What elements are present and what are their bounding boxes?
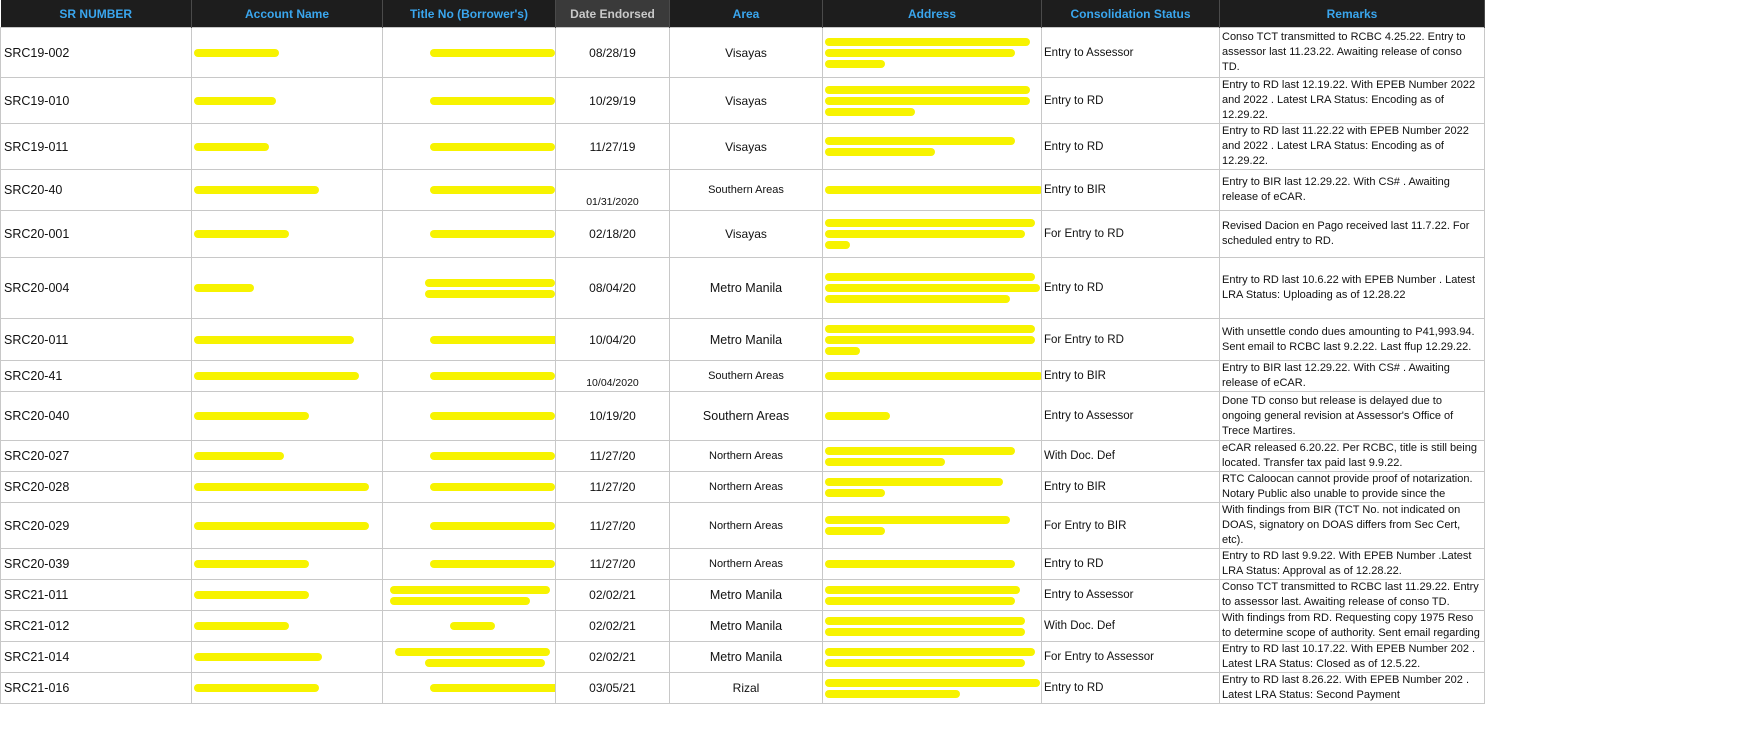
redacted-title-no: [425, 659, 545, 667]
redacted-account-name: [194, 372, 359, 380]
area-cell[interactable]: Southern Areas: [670, 392, 823, 441]
title-no-cell[interactable]: [383, 170, 556, 211]
table-row[interactable]: [1, 503, 1485, 549]
consolidation-status-cell[interactable]: For Entry to BIR: [1042, 503, 1220, 549]
account-name-cell[interactable]: [192, 472, 383, 503]
table-row[interactable]: [1, 580, 1485, 611]
area-cell[interactable]: Visayas: [670, 28, 823, 78]
remarks-cell[interactable]: Revised Dacion en Pago received last 11.7.22. For scheduled entry to RD.: [1220, 211, 1485, 258]
sr-number-cell[interactable]: SRC20-040: [1, 392, 192, 441]
redacted-account-name: [194, 622, 289, 630]
sr-number-cell[interactable]: SRC20-40: [1, 170, 192, 211]
address-cell[interactable]: [823, 472, 1042, 503]
address-cell[interactable]: [823, 503, 1042, 549]
table-header: [1, 0, 1485, 28]
area-cell[interactable]: Northern Areas: [670, 503, 823, 549]
redacted-address: [825, 273, 1035, 281]
date-endorsed-cell[interactable]: 01/31/2020: [556, 170, 670, 211]
date-endorsed-cell[interactable]: 11/27/20: [556, 472, 670, 503]
address-cell[interactable]: [823, 28, 1042, 78]
redacted-title-no: [425, 279, 555, 287]
account-name-cell[interactable]: [192, 549, 383, 580]
date-endorsed-cell[interactable]: 08/04/20: [556, 258, 670, 319]
table-row[interactable]: [1, 361, 1485, 392]
redacted-address: [825, 60, 885, 68]
table-row[interactable]: [1, 642, 1485, 673]
date-endorsed-cell[interactable]: 10/19/20: [556, 392, 670, 441]
remarks-cell[interactable]: eCAR released 6.20.22. Per RCBC, title is still being located. Transfer tax paid last 9.9.22.: [1220, 441, 1485, 472]
area-cell[interactable]: Visayas: [670, 78, 823, 124]
sr-number-cell[interactable]: SRC20-027: [1, 441, 192, 472]
account-name-cell[interactable]: [192, 78, 383, 124]
address-cell[interactable]: [823, 549, 1042, 580]
address-cell[interactable]: [823, 392, 1042, 441]
redacted-account-name: [194, 483, 369, 491]
redacted-title-no: [395, 648, 550, 656]
title-no-cell[interactable]: [383, 392, 556, 441]
table-row[interactable]: [1, 472, 1485, 503]
col-header-date-endorsed[interactable]: Date Endorsed: [556, 0, 670, 28]
redacted-address: [825, 336, 1035, 344]
sr-number-cell[interactable]: SRC20-029: [1, 503, 192, 549]
redacted-title-no: [430, 412, 555, 420]
address-cell[interactable]: [823, 78, 1042, 124]
account-name-cell[interactable]: [192, 441, 383, 472]
redacted-address: [825, 516, 1010, 524]
redacted-account-name: [194, 97, 276, 105]
account-name-cell[interactable]: [192, 211, 383, 258]
consolidation-status-cell[interactable]: Entry to RD: [1042, 549, 1220, 580]
redacted-title-no: [425, 290, 555, 298]
sr-number-cell[interactable]: SRC20-011: [1, 319, 192, 361]
redacted-address: [825, 108, 915, 116]
redacted-title-no: [430, 49, 555, 57]
consolidation-status-cell[interactable]: Entry to RD: [1042, 258, 1220, 319]
address-cell[interactable]: [823, 611, 1042, 642]
remarks-cell[interactable]: With findings from RD. Requesting copy 1975 Reso to determine scope of authority. Sent email regarding: [1220, 611, 1485, 642]
area-cell[interactable]: Northern Areas: [670, 441, 823, 472]
redacted-address: [825, 690, 960, 698]
title-no-cell[interactable]: [383, 211, 556, 258]
redacted-title-no: [430, 97, 555, 105]
table-row[interactable]: [1, 28, 1485, 78]
redacted-address: [825, 347, 860, 355]
redacted-title-no: [430, 336, 556, 344]
consolidation-status-cell[interactable]: Entry to RD: [1042, 124, 1220, 170]
redacted-account-name: [194, 230, 289, 238]
remarks-cell[interactable]: Conso TCT transmitted to RCBC 4.25.22. Entry to assessor last 11.23.22. Awaiting release of conso TD.: [1220, 28, 1485, 78]
col-header-area[interactable]: Area: [670, 0, 823, 28]
area-cell[interactable]: Northern Areas: [670, 472, 823, 503]
area-cell[interactable]: Visayas: [670, 211, 823, 258]
redacted-address: [825, 597, 1015, 605]
consolidation-status-cell[interactable]: Entry to BIR: [1042, 361, 1220, 392]
date-endorsed-cell[interactable]: 11/27/20: [556, 549, 670, 580]
redacted-account-name: [194, 143, 269, 151]
title-no-cell[interactable]: [383, 642, 556, 673]
redacted-title-no: [430, 560, 555, 568]
address-cell[interactable]: [823, 258, 1042, 319]
sr-number-cell[interactable]: SRC20-028: [1, 472, 192, 503]
date-endorsed-cell[interactable]: 10/04/20: [556, 319, 670, 361]
col-header-account-name[interactable]: Account Name: [192, 0, 383, 28]
area-cell[interactable]: Metro Manila: [670, 319, 823, 361]
table-row[interactable]: [1, 78, 1485, 124]
account-name-cell[interactable]: [192, 28, 383, 78]
consolidation-status-cell[interactable]: With Doc. Def: [1042, 441, 1220, 472]
account-name-cell[interactable]: [192, 503, 383, 549]
redacted-address: [825, 489, 885, 497]
redacted-address: [825, 97, 1030, 105]
consolidation-status-cell[interactable]: For Entry to RD: [1042, 319, 1220, 361]
redacted-title-no: [390, 586, 550, 594]
address-cell[interactable]: [823, 361, 1042, 392]
title-no-cell[interactable]: [383, 319, 556, 361]
date-endorsed-cell[interactable]: 11/27/19: [556, 124, 670, 170]
redacted-address: [825, 372, 1042, 380]
redacted-address: [825, 219, 1035, 227]
sr-number-cell[interactable]: SRC20-039: [1, 549, 192, 580]
remarks-cell[interactable]: Entry to RD last 10.6.22 with EPEB Number . Latest LRA Status: Uploading as of 12.28.22: [1220, 258, 1485, 319]
area-cell[interactable]: Visayas: [670, 124, 823, 170]
table-row[interactable]: [1, 549, 1485, 580]
title-no-cell[interactable]: [383, 673, 556, 704]
redacted-title-no: [430, 684, 556, 692]
sr-number-cell[interactable]: SRC21-014: [1, 642, 192, 673]
redacted-account-name: [194, 684, 319, 692]
redacted-address: [825, 241, 850, 249]
remarks-cell[interactable]: Done TD conso but release is delayed due to ongoing general revision at Assessor's Office of Trece Martires.: [1220, 392, 1485, 441]
account-name-cell[interactable]: [192, 642, 383, 673]
sr-number-cell[interactable]: SRC20-001: [1, 211, 192, 258]
sr-number-cell[interactable]: SRC21-012: [1, 611, 192, 642]
date-endorsed-cell[interactable]: 10/29/19: [556, 78, 670, 124]
sr-number-cell[interactable]: SRC20-41: [1, 361, 192, 392]
redacted-account-name: [194, 284, 254, 292]
table-row[interactable]: [1, 170, 1485, 211]
sr-number-cell[interactable]: SRC19-002: [1, 28, 192, 78]
account-name-cell[interactable]: [192, 258, 383, 319]
address-cell[interactable]: [823, 319, 1042, 361]
redacted-address: [825, 284, 1040, 292]
area-cell[interactable]: Rizal: [670, 673, 823, 704]
consolidation-status-cell[interactable]: Entry to BIR: [1042, 472, 1220, 503]
address-cell[interactable]: [823, 211, 1042, 258]
title-no-cell[interactable]: [383, 28, 556, 78]
table-row[interactable]: [1, 258, 1485, 319]
consolidation-status-cell[interactable]: Entry to RD: [1042, 673, 1220, 704]
account-name-cell[interactable]: [192, 580, 383, 611]
address-cell[interactable]: [823, 673, 1042, 704]
table-row[interactable]: [1, 441, 1485, 472]
redacted-address: [825, 49, 1015, 57]
redacted-address: [825, 679, 1040, 687]
redacted-account-name: [194, 591, 309, 599]
redacted-address: [825, 38, 1030, 46]
consolidation-status-cell[interactable]: For Entry to RD: [1042, 211, 1220, 258]
redacted-title-no: [430, 186, 555, 194]
remarks-cell[interactable]: Entry to RD last 10.17.22. With EPEB Number 202 . Latest LRA Status: Closed as of 12.5.22.: [1220, 642, 1485, 673]
redacted-account-name: [194, 560, 309, 568]
remarks-cell[interactable]: Conso TCT transmitted to RCBC last 11.29.22. Entry to assessor last. Awaiting release of conso TD.: [1220, 580, 1485, 611]
redacted-account-name: [194, 653, 322, 661]
redacted-address: [825, 648, 1035, 656]
redacted-account-name: [194, 522, 369, 530]
date-endorsed-cell[interactable]: 10/04/2020: [556, 361, 670, 392]
date-endorsed-cell[interactable]: 03/05/21: [556, 673, 670, 704]
redacted-title-no: [450, 622, 495, 630]
col-header-title-no[interactable]: Title No (Borrower's): [383, 0, 556, 28]
redacted-address: [825, 148, 935, 156]
area-cell[interactable]: Metro Manila: [670, 642, 823, 673]
area-cell[interactable]: Metro Manila: [670, 611, 823, 642]
redacted-account-name: [194, 452, 284, 460]
remarks-cell[interactable]: Entry to BIR last 12.29.22. With CS# . Awaiting release of eCAR.: [1220, 170, 1485, 211]
area-cell[interactable]: Metro Manila: [670, 580, 823, 611]
remarks-cell[interactable]: With findings from BIR (TCT No. not indicated on DOAS, signatory on DOAS differs from Sec Cert, etc).: [1220, 503, 1485, 549]
redacted-address: [825, 412, 890, 420]
title-no-cell[interactable]: [383, 503, 556, 549]
redacted-title-no: [430, 483, 555, 491]
date-endorsed-cell[interactable]: 02/02/21: [556, 611, 670, 642]
area-cell[interactable]: Southern Areas: [670, 170, 823, 211]
sr-number-cell[interactable]: SRC19-011: [1, 124, 192, 170]
address-cell[interactable]: [823, 170, 1042, 211]
title-no-cell[interactable]: [383, 549, 556, 580]
redacted-address: [825, 527, 885, 535]
redacted-address: [825, 617, 1025, 625]
table-body: [1, 28, 1485, 704]
title-no-cell[interactable]: [383, 124, 556, 170]
remarks-cell[interactable]: Entry to RD last 12.19.22. With EPEB Number 2022 and 2022 . Latest LRA Status: Encoding as of 12.29.22.: [1220, 78, 1485, 124]
redacted-address: [825, 137, 1015, 145]
col-header-consolidation-status[interactable]: Consolidation Status: [1042, 0, 1220, 28]
redacted-address: [825, 560, 1015, 568]
address-cell[interactable]: [823, 580, 1042, 611]
date-endorsed-cell[interactable]: 08/28/19: [556, 28, 670, 78]
title-no-cell[interactable]: [383, 611, 556, 642]
redacted-title-no: [430, 372, 555, 380]
date-endorsed-cell[interactable]: 11/27/20: [556, 441, 670, 472]
redacted-address: [825, 447, 1015, 455]
sr-number-cell[interactable]: SRC21-011: [1, 580, 192, 611]
redacted-address: [825, 659, 1025, 667]
remarks-cell[interactable]: With unsettle condo dues amounting to P41,993.94. Sent email to RCBC last 9.2.22. Last ffup 12.29.22.: [1220, 319, 1485, 361]
account-name-cell[interactable]: [192, 170, 383, 211]
table-row[interactable]: [1, 211, 1485, 258]
title-no-cell[interactable]: [383, 580, 556, 611]
title-no-cell[interactable]: [383, 78, 556, 124]
table-row[interactable]: [1, 392, 1485, 441]
address-cell[interactable]: [823, 441, 1042, 472]
consolidation-status-cell[interactable]: With Doc. Def: [1042, 611, 1220, 642]
sr-number-cell[interactable]: SRC19-010: [1, 78, 192, 124]
area-cell[interactable]: Southern Areas: [670, 361, 823, 392]
redacted-address: [825, 325, 1035, 333]
remarks-cell[interactable]: Entry to RD last 8.26.22. With EPEB Number 202 . Latest LRA Status: Second Payment: [1220, 673, 1485, 704]
redacted-address: [825, 586, 1020, 594]
redacted-address: [825, 478, 1003, 486]
redacted-title-no: [390, 597, 530, 605]
col-header-address[interactable]: Address: [823, 0, 1042, 28]
table-row[interactable]: [1, 673, 1485, 704]
redacted-address: [825, 628, 1025, 636]
sr-number-cell[interactable]: SRC20-004: [1, 258, 192, 319]
date-endorsed-cell[interactable]: 02/02/21: [556, 580, 670, 611]
redacted-account-name: [194, 186, 319, 194]
remarks-cell[interactable]: RTC Caloocan cannot provide proof of notarization. Notary Public also unable to provide since the: [1220, 472, 1485, 503]
sr-number-cell[interactable]: SRC21-016: [1, 673, 192, 704]
col-header-sr-number[interactable]: SR NUMBER: [1, 0, 192, 28]
consolidation-status-cell[interactable]: For Entry to Assessor: [1042, 642, 1220, 673]
redacted-account-name: [194, 49, 279, 57]
redacted-address: [825, 458, 945, 466]
title-no-cell[interactable]: [383, 441, 556, 472]
address-cell[interactable]: [823, 124, 1042, 170]
redacted-title-no: [430, 230, 555, 238]
redacted-account-name: [194, 336, 354, 344]
area-cell[interactable]: Northern Areas: [670, 549, 823, 580]
table-row[interactable]: [1, 319, 1485, 361]
table-row[interactable]: [1, 124, 1485, 170]
account-name-cell[interactable]: [192, 611, 383, 642]
title-no-cell[interactable]: [383, 472, 556, 503]
consolidation-status-cell[interactable]: Entry to Assessor: [1042, 392, 1220, 441]
redacted-title-no: [430, 522, 555, 530]
redacted-address: [825, 186, 1042, 194]
consolidation-status-cell[interactable]: Entry to RD: [1042, 78, 1220, 124]
consolidation-status-cell[interactable]: Entry to Assessor: [1042, 28, 1220, 78]
remarks-cell[interactable]: Entry to RD last 11.22.22 with EPEB Number 2022 and 2022 . Latest LRA Status: Encoding as of 12.29.22.: [1220, 124, 1485, 170]
account-name-cell[interactable]: [192, 673, 383, 704]
table-row[interactable]: [1, 611, 1485, 642]
redacted-address: [825, 230, 1025, 238]
redacted-address: [825, 86, 1030, 94]
redacted-title-no: [430, 452, 555, 460]
redacted-account-name: [194, 412, 309, 420]
remarks-cell[interactable]: Entry to RD last 9.9.22. With EPEB Number .Latest LRA Status: Approval as of 12.28.22.: [1220, 549, 1485, 580]
account-name-cell[interactable]: [192, 392, 383, 441]
area-cell[interactable]: Metro Manila: [670, 258, 823, 319]
account-name-cell[interactable]: [192, 361, 383, 392]
consolidation-status-cell[interactable]: Entry to Assessor: [1042, 580, 1220, 611]
col-header-remarks[interactable]: Remarks: [1220, 0, 1485, 28]
date-endorsed-cell[interactable]: 02/18/20: [556, 211, 670, 258]
date-endorsed-cell[interactable]: 02/02/21: [556, 642, 670, 673]
redacted-title-no: [430, 143, 555, 151]
title-no-cell[interactable]: [383, 258, 556, 319]
consolidation-status-cell[interactable]: Entry to BIR: [1042, 170, 1220, 211]
account-name-cell[interactable]: [192, 124, 383, 170]
remarks-cell[interactable]: Entry to BIR last 12.29.22. With CS# . Awaiting release of eCAR.: [1220, 361, 1485, 392]
account-name-cell[interactable]: [192, 319, 383, 361]
date-endorsed-cell[interactable]: 11/27/20: [556, 503, 670, 549]
title-no-cell[interactable]: [383, 361, 556, 392]
address-cell[interactable]: [823, 642, 1042, 673]
redacted-address: [825, 295, 1010, 303]
